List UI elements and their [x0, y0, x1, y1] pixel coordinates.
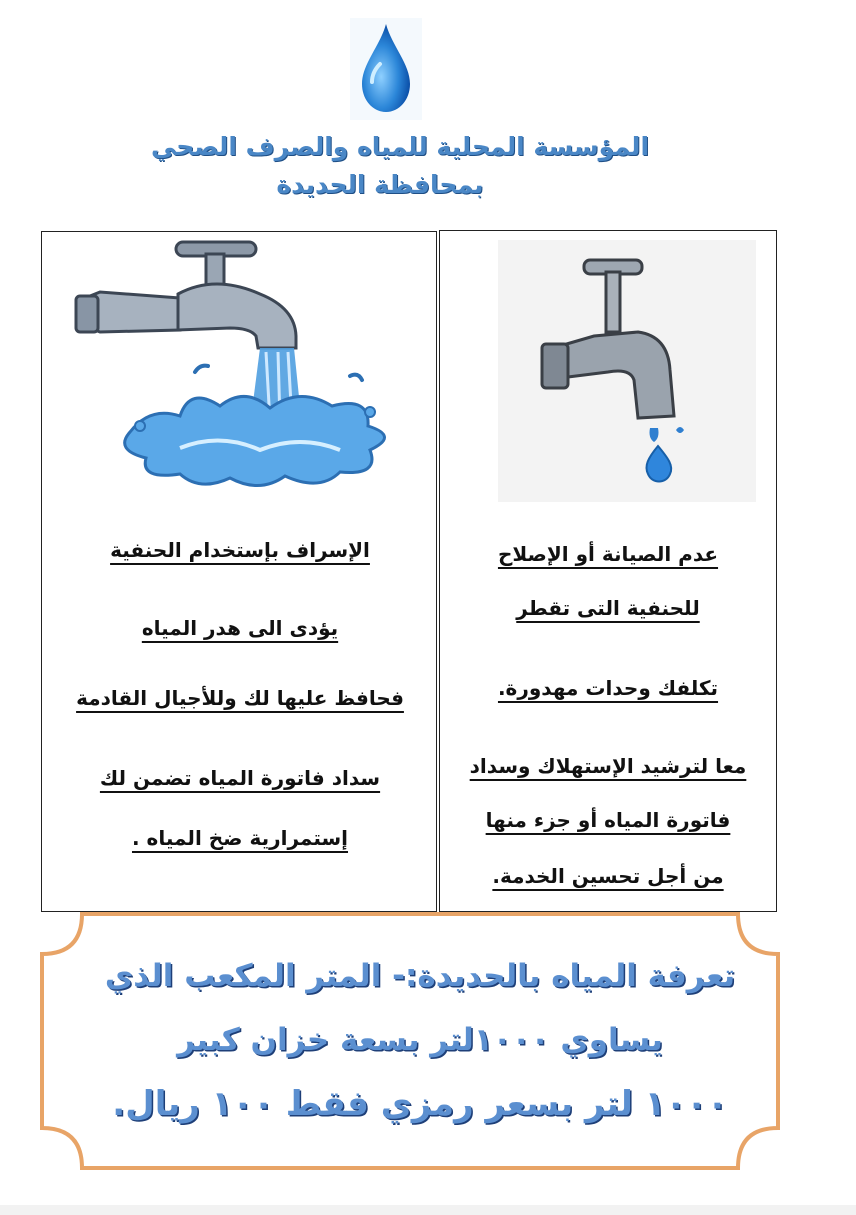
- tariff-line-3: ١٠٠٠ لتر بسعر رمزي فقط ١٠٠ ريال.: [112, 1084, 728, 1124]
- left-line-3: فحافظ عليها لك وللأجيال القادمة: [76, 686, 404, 710]
- left-line-1: الإسراف بإستخدام الحنفية: [110, 538, 370, 562]
- right-line-5: فاتورة المياه أو جزء منها: [485, 808, 731, 832]
- right-line-4: معا لترشيد الإستهلاك وسداد: [469, 754, 747, 778]
- dripping-faucet-icon: [498, 240, 756, 502]
- left-line-5: إستمرارية ضخ المياه .: [131, 826, 349, 850]
- header-title: المؤسسة المحلية للمياه والصرف الصحي: [150, 132, 650, 161]
- header-subtitle: بمحافظة الحديدة: [276, 170, 484, 199]
- right-line-3: تكلفك وحدات مهدورة.: [497, 676, 719, 700]
- tariff-line-1: تعرفة المياه بالحديدة:- المتر المكعب الذي: [104, 958, 736, 994]
- water-drop-icon: [350, 18, 422, 120]
- tariff-line-2: يساوي ١٠٠٠لتر بسعة خزان كبير: [177, 1022, 663, 1058]
- right-line-1: عدم الصيانة أو الإصلاح: [497, 542, 719, 566]
- right-line-2: للحنفية التى تقطر: [516, 596, 700, 620]
- right-line-6: من أجل تحسين الخدمة.: [492, 864, 724, 888]
- page-bottom-edge: [0, 1205, 856, 1215]
- left-line-4: سداد فاتورة المياه تضمن لك: [99, 766, 381, 790]
- left-line-2: يؤدى الى هدر المياه: [141, 616, 339, 640]
- running-faucet-icon: [70, 236, 410, 496]
